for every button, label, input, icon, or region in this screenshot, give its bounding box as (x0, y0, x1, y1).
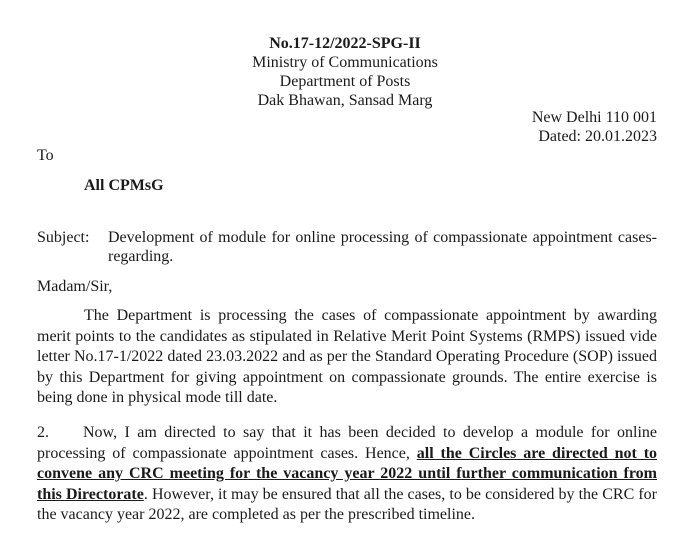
subject-block (37, 228, 657, 266)
place-and-date (532, 108, 657, 146)
subject-label: Subject: (37, 229, 90, 246)
city: New Delhi 110 001 (531, 109, 657, 126)
paragraph-number: 2. (37, 424, 49, 441)
salutation: Madam/Sir, (37, 278, 113, 295)
office-address: Dak Bhawan, Sansad Marg (257, 92, 433, 109)
paragraph-2-text-after: . However, it may be ensured that all the cases, to be considered by the CRC for the vacancy year 2022, are completed as per the prescribed timeline. (37, 485, 658, 524)
paragraph-2-emphasis: all the Circles are directed not to convene any CRC meeting for the vacancy year 2022 until further communication from this Directorate (37, 444, 658, 503)
letter-date: Dated: 20.01.2023 (538, 128, 657, 145)
letter-header (200, 34, 490, 110)
to-label: To (37, 147, 54, 164)
paragraph-2-text-before: Now, I am directed to say that it has been decided to develop a module for online processing of compassionate appointment cases. Hence, (37, 424, 657, 462)
paragraph-2 (37, 423, 657, 526)
subject-text: Development of module for online processing of compassionate appointment cases-regarding. (108, 229, 657, 265)
file-number: No.17-12/2022-SPG-II (269, 35, 421, 52)
addressee: All CPMsG (84, 177, 164, 194)
ministry-name: Ministry of Communications (252, 54, 438, 71)
department-name: Department of Posts (279, 73, 411, 90)
paragraph-1: The Department is processing the cases of compassionate appointment by awarding merit points to the candidates as stipulated in Relative Merit Point Systems (RMPS) issued vide letter No.17-1/2022 dated 23.03.2022 and as per the Standard Operating Procedure (SOP) issued by this Department for giving appointment on compassionate grounds. The entire exercise is being done in physical mode till date. (37, 307, 657, 407)
